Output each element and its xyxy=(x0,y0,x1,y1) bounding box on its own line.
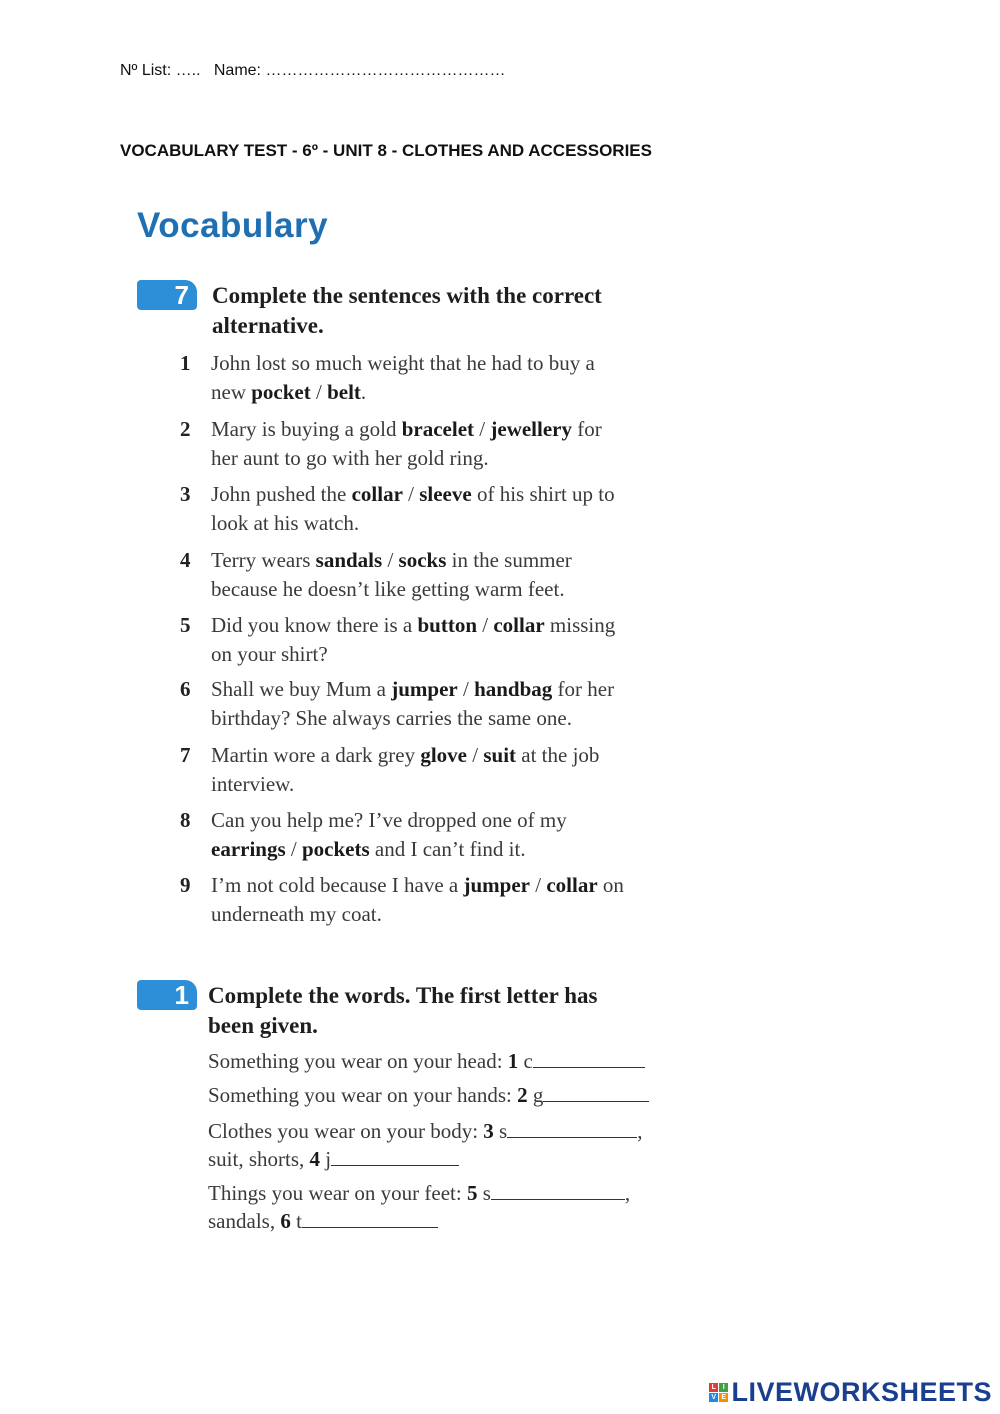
answer-blank-4[interactable] xyxy=(331,1147,459,1166)
question-number: 2 xyxy=(180,417,191,441)
fill-text: suit, shorts, xyxy=(208,1147,310,1171)
question-number: 9 xyxy=(180,873,191,897)
fill-line-feet xyxy=(208,1179,788,1235)
question-text: . xyxy=(360,380,367,404)
section-heading: Vocabulary xyxy=(137,206,329,245)
question-text: Martin wore a dark grey xyxy=(211,743,421,767)
question-text: on xyxy=(597,873,624,897)
exercise-1-badge: 1 xyxy=(137,980,197,1010)
answer-blank-6[interactable] xyxy=(302,1209,438,1228)
exercise-1-instruction-line-2: been given. xyxy=(208,1013,318,1038)
option-a[interactable]: sandals xyxy=(315,548,383,572)
first-letter: t xyxy=(290,1209,302,1233)
question-text: of his shirt up to xyxy=(471,482,615,506)
option-b[interactable]: jewellery xyxy=(490,417,572,441)
fill-text: Something you wear on your hands: xyxy=(208,1083,518,1107)
logo-text: LIVEWORKSHEETS xyxy=(731,1377,992,1407)
exercise-7-badge: 7 xyxy=(137,280,197,310)
question-text: underneath my coat. xyxy=(211,902,382,926)
question-number: 5 xyxy=(180,613,191,637)
question-text: for xyxy=(572,417,602,441)
question-text: missing xyxy=(544,613,616,637)
liveworksheets-logo[interactable] xyxy=(709,1377,992,1408)
option-b[interactable]: belt xyxy=(327,380,361,404)
question-3: 3 John pushed the collar / sleeve of his shirt up to look at his watch. xyxy=(180,482,615,535)
question-text: Did you know there is a xyxy=(211,613,418,637)
option-a[interactable]: jumper xyxy=(391,677,458,701)
question-text: I’m not cold because I have a xyxy=(211,873,464,897)
option-a[interactable]: jumper xyxy=(463,873,530,897)
question-number: 8 xyxy=(180,808,191,832)
option-a[interactable]: glove xyxy=(420,743,467,767)
option-a[interactable]: earrings xyxy=(211,837,286,861)
question-5: 5 Did you know there is a button / collar missing on your shirt? xyxy=(180,613,616,666)
question-text: Mary is buying a gold xyxy=(211,417,402,441)
question-1: 1 John lost so much weight that he had to buy a new pocket / belt. xyxy=(180,351,595,404)
option-a[interactable]: button xyxy=(417,613,477,637)
question-number: 7 xyxy=(180,743,191,767)
answer-blank-2[interactable] xyxy=(543,1083,649,1102)
question-text: new xyxy=(211,380,252,404)
question-2: 2 Mary is buying a gold bracelet / jewellery for her aunt to go with her gold ring. xyxy=(180,417,602,470)
option-b[interactable]: collar xyxy=(493,613,545,637)
fill-line-body xyxy=(208,1117,788,1173)
option-a[interactable]: bracelet xyxy=(401,417,475,441)
question-text: because he doesn’t like getting warm feet. xyxy=(211,577,565,601)
option-b[interactable]: pockets xyxy=(302,837,370,861)
question-text: in the summer xyxy=(446,548,572,572)
mark-letter: I xyxy=(719,1383,728,1392)
blank-number: 6 xyxy=(280,1209,291,1233)
mark-letter: V xyxy=(711,1394,717,1401)
question-text: Terry wears xyxy=(211,548,316,572)
question-text: birthday? She always carries the same one. xyxy=(211,706,572,730)
question-6: 6 Shall we buy Mum a jumper / handbag for her birthday? She always carries the same one. xyxy=(180,677,615,730)
liveworksheets-mark-icon xyxy=(709,1383,728,1402)
fill-text: , xyxy=(637,1119,643,1143)
blank-number: 3 xyxy=(483,1119,494,1143)
exercise-7-instruction-line-2: alternative. xyxy=(212,313,324,338)
question-text: Shall we buy Mum a xyxy=(211,677,392,701)
option-b[interactable]: collar xyxy=(546,873,598,897)
option-b[interactable]: socks xyxy=(398,548,447,572)
student-name-label: Name: ……………………………………… xyxy=(213,62,506,79)
option-b[interactable]: sleeve xyxy=(419,482,472,506)
fill-text: Clothes you wear on your body: xyxy=(208,1119,484,1143)
answer-blank-1[interactable] xyxy=(533,1049,645,1068)
first-letter: s xyxy=(477,1181,491,1205)
question-text: her aunt to go with her gold ring. xyxy=(211,446,489,470)
question-text: at the job xyxy=(516,743,600,767)
blank-number: 5 xyxy=(466,1181,478,1205)
exercise-1-instruction-line-1: Complete the words. The first letter has xyxy=(208,983,598,1008)
question-number: 6 xyxy=(180,677,191,701)
question-number: 4 xyxy=(180,548,191,572)
question-text: interview. xyxy=(211,772,295,796)
blank-number: 4 xyxy=(309,1147,321,1171)
fill-text: , xyxy=(624,1181,631,1205)
option-a[interactable]: collar xyxy=(351,482,403,506)
student-info-line xyxy=(120,62,505,80)
answer-blank-3[interactable] xyxy=(507,1119,637,1138)
list-number-label: Nº List: ….. xyxy=(120,62,201,79)
question-7: 7 Martin wore a dark grey glove / suit at the job interview. xyxy=(180,743,600,796)
option-b[interactable]: suit xyxy=(483,743,517,767)
exercise-1-instruction xyxy=(208,981,597,1041)
question-text: on your shirt? xyxy=(211,642,328,666)
fill-line-hands xyxy=(208,1081,788,1109)
first-letter: s xyxy=(493,1119,508,1143)
question-text: John lost so much weight that he had to buy a xyxy=(211,351,595,375)
question-text: and I can’t find it. xyxy=(369,837,526,861)
test-title: VOCABULARY TEST - 6º - UNIT 8 - CLOTHES AND ACCESSORIES xyxy=(120,141,652,160)
answer-blank-5[interactable] xyxy=(491,1181,625,1200)
first-letter: j xyxy=(320,1147,332,1171)
question-9: 9 I’m not cold because I have a jumper / collar on underneath my coat. xyxy=(180,873,624,926)
question-text: look at his watch. xyxy=(211,511,360,535)
question-number: 1 xyxy=(180,351,191,375)
exercise-7-instruction-line-1: Complete the sentences with the correct xyxy=(212,283,602,308)
question-text: for her xyxy=(552,677,615,701)
fill-text: Something you wear on your head: xyxy=(208,1049,508,1073)
option-a[interactable]: pocket xyxy=(251,380,311,404)
question-4: 4 Terry wears sandals / socks in the summer because he doesn’t like getting warm feet. xyxy=(180,548,572,601)
option-b[interactable]: handbag xyxy=(474,677,553,701)
question-number: 3 xyxy=(180,482,191,506)
fill-line-head xyxy=(208,1047,788,1075)
fill-text: sandals, xyxy=(208,1209,281,1233)
first-letter: c xyxy=(518,1049,533,1073)
first-letter: g xyxy=(527,1083,544,1107)
exercise-7-instruction xyxy=(212,281,602,341)
blank-number: 2 xyxy=(517,1083,528,1107)
question-text: Can you help me? I’ve dropped one of my xyxy=(211,808,567,832)
mark-letter: E xyxy=(721,1394,727,1401)
question-8: 8 Can you help me? I’ve dropped one of my earrings / pockets and I can’t find it. xyxy=(180,808,567,861)
blank-number: 1 xyxy=(507,1049,519,1073)
question-text: John pushed the xyxy=(211,482,352,506)
mark-letter: L xyxy=(709,1383,718,1392)
fill-text: Things you wear on your feet: xyxy=(208,1181,467,1205)
